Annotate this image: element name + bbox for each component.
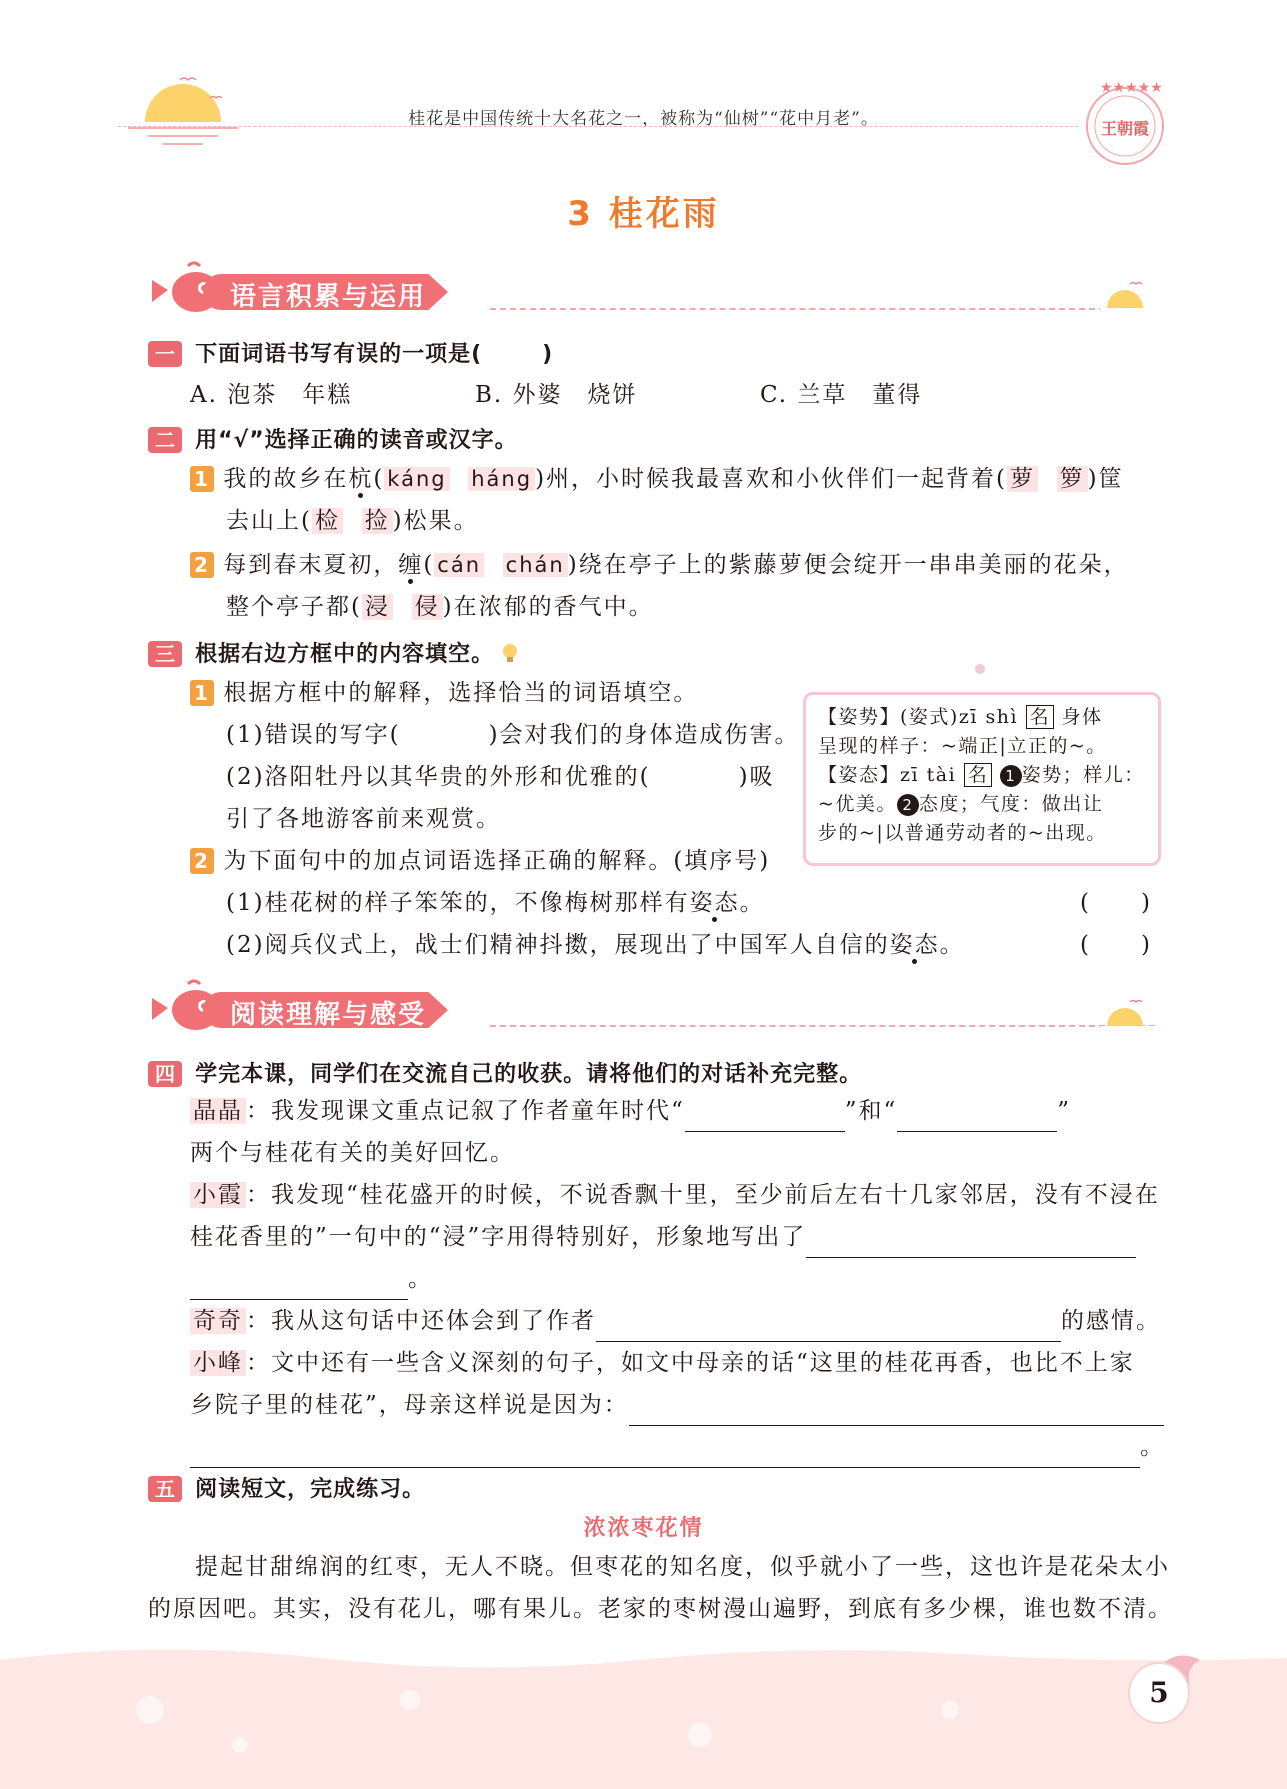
dialogue-xiaoxia-end (190, 1258, 433, 1300)
choice[interactable]: káng (384, 467, 449, 491)
question-number: 三 (148, 641, 182, 667)
pos-tag: 名 (1026, 705, 1055, 729)
lesson-title: 3 桂花雨 (567, 194, 720, 234)
q2-item-1-line-2 (226, 500, 479, 542)
question-prompt: 根据右边方框中的内容填空。 (195, 642, 495, 667)
choice[interactable]: 侵 (412, 594, 443, 620)
dialogue-xiaofeng-cont (190, 1384, 1165, 1426)
q3-line-3: 引了各地游客前来观赏。 (226, 806, 501, 832)
q3-s2-line-1 (226, 882, 765, 924)
sub-number: 1 (190, 680, 214, 706)
dialogue-qiqi (190, 1300, 1165, 1342)
reading-paragraph-line-1: 提起甘甜绵润的红枣，无人不晓。但枣花的知名度，似乎就小了一些，这也许是花朵太小 (195, 1554, 1170, 1580)
text: 乡院子里的桂花”，母亲这样说是因为： (190, 1392, 629, 1418)
answer-blank[interactable] (806, 1257, 1136, 1258)
question-prompt-end: ) (542, 342, 554, 367)
text: )松果。 (392, 508, 479, 534)
question-prompt: 下面词语书写有误的一项是( (195, 342, 483, 367)
q3-sub-1 (190, 672, 698, 714)
text: 。 (939, 932, 965, 958)
reading-title: 浓浓枣花情 (583, 1516, 704, 1541)
dotted-word: 姿态 (889, 932, 940, 958)
text: (2)洛阳牡丹以其华贵的外形和优雅的( (226, 764, 651, 790)
question-number: 一 (148, 341, 182, 367)
reading-paragraph-line-2: 的原因吧。其实，没有花儿，哪有果儿。老家的枣树漫山遍野，到底有多少棵，谁也数不清。 (148, 1596, 1173, 1622)
text: ”和“ (844, 1098, 898, 1124)
question-5 (148, 1472, 1158, 1503)
text: (1)桂花树的样子笨笨的，不像梅树那样有 (226, 890, 690, 916)
question-prompt: 用“√”选择正确的读音或汉字。 (195, 428, 518, 453)
footer-wave (0, 1640, 1287, 1789)
choice[interactable]: cán (434, 553, 484, 577)
header-divider (118, 126, 1078, 127)
dialogue-xiaoxia-cont (190, 1216, 1165, 1258)
lightbulb-icon (499, 642, 521, 664)
option-b: B. 外婆 烧饼 (475, 382, 638, 408)
text: 根据方框中的解释，选择恰当的词语填空。 (223, 680, 699, 706)
text: ( (423, 552, 435, 578)
q3-sub-2 (190, 840, 770, 882)
section-divider (490, 1025, 1155, 1027)
text: 。 (1140, 1434, 1165, 1460)
q3-s2-line-2 (226, 924, 965, 966)
text: 整个亭子都( (226, 594, 362, 620)
dotted-char: 杭 (348, 466, 374, 492)
entry-text: 【姿态】zī tài (818, 764, 957, 786)
speaker-name: 小峰 (190, 1350, 246, 1376)
text: 。 (739, 890, 765, 916)
text: ( (373, 466, 385, 492)
question-number: 四 (148, 1061, 182, 1087)
q2-item-1-line-1 (190, 458, 1165, 500)
dialogue-xiaofeng (190, 1342, 1165, 1384)
choice[interactable]: 箩 (1057, 466, 1088, 492)
text: )吸 (738, 764, 775, 790)
q3-line-2 (226, 756, 775, 798)
text: 我的故乡在 (223, 466, 349, 492)
text: 为下面句中的加点词语选择正确的解释。(填序号) (223, 848, 771, 874)
question-2 (148, 423, 1158, 454)
text: 桂花香里的”一句中的“浸”字用得特别好，形象地写出了 (190, 1224, 807, 1250)
section-banner-language (148, 272, 488, 310)
text: ：我发现课文重点记叙了作者童年时代“ (246, 1098, 685, 1124)
q2-item-2-line-2 (226, 586, 654, 628)
header-motto: 桂花是中国传统十大名花之一，被称为“仙树”“花中月老”。 (408, 109, 879, 129)
text: )绕在亭子上的紫藤萝便会绽开一串串美丽的花朵， (567, 552, 1129, 578)
publisher-stamp (1080, 78, 1170, 168)
choice[interactable]: 浸 (362, 594, 393, 620)
question-3 (148, 637, 1158, 668)
text: )筐 (1087, 466, 1124, 492)
answer-blank[interactable] (190, 1467, 1140, 1468)
box-pin (975, 664, 985, 674)
text: ：我发现“桂花盛开的时候，不说香飘十里，至少前后左右十几家邻居，没有不浸在 (246, 1182, 1160, 1208)
sub-number: 2 (190, 848, 214, 874)
speaker-name: 奇奇 (190, 1308, 246, 1334)
sub-number: 1 (190, 466, 214, 492)
question-number: 五 (148, 1476, 182, 1502)
option-a: A. 泡茶 年糕 (190, 382, 353, 408)
speaker-name: 小霞 (190, 1182, 246, 1208)
pos-tag: 名 (964, 763, 993, 787)
answer-paren[interactable]: ( ) (1080, 890, 1152, 916)
text: ：我从这句话中还体会到了作者 (246, 1308, 596, 1334)
entry-text: 态度；气度：做出让 (918, 793, 1104, 815)
entry-text: 步的~|以普通劳动者的~出现。 (818, 822, 1107, 844)
page-number: 5 (1128, 1662, 1190, 1724)
entry-text: ~优美。 (818, 793, 897, 815)
stamp-text: 王朝霞 (1100, 119, 1149, 138)
q3-line-1 (226, 714, 800, 756)
dotted-word: 姿态 (689, 890, 740, 916)
answer-blank[interactable] (897, 1131, 1057, 1132)
dotted-char: 缠 (398, 552, 424, 578)
text: 每到春末夏初， (223, 552, 399, 578)
sun-icon (1100, 278, 1160, 316)
choice[interactable]: 萝 (1007, 466, 1038, 492)
entry-text: 身体 (1061, 706, 1103, 728)
sense-number: 1 (1000, 765, 1022, 787)
text: (1)错误的写字( (226, 722, 401, 748)
svg-text:★★★★★: ★★★★★ (1100, 80, 1163, 96)
choice[interactable]: háng (468, 467, 535, 491)
dialogue-jingjing-cont: 两个与桂花有关的美好回忆。 (190, 1140, 515, 1166)
text: )在浓郁的香气中。 (442, 594, 654, 620)
q2-item-2-line-1 (190, 544, 1165, 586)
section-banner-reading (148, 990, 488, 1028)
sub-number: 2 (190, 552, 214, 578)
question-4 (148, 1057, 1158, 1088)
sun-icon (1100, 996, 1160, 1034)
speaker-name: 晶晶 (190, 1098, 246, 1124)
section-title: 语言积累与运用 (230, 282, 427, 312)
question-1 (148, 337, 1158, 368)
entry-text: 呈现的样子：~端正|立正的~。 (818, 735, 1107, 757)
choice[interactable]: 检 (312, 508, 343, 534)
text: (2)阅兵仪式上，战士们精神抖擞，展现出了中国军人自信的 (226, 932, 890, 958)
option-c: C. 兰草 董得 (760, 382, 923, 408)
answer-blank[interactable] (685, 1131, 845, 1132)
sense-number: 2 (897, 794, 919, 816)
question-prompt: 阅读短文，完成练习。 (195, 1477, 426, 1502)
text: )州，小时候我最喜欢和小伙伴们一起背着( (535, 466, 1008, 492)
question-number: 二 (148, 427, 182, 453)
entry-text: 姿势；样儿： (1021, 764, 1145, 786)
text: 去山上( (226, 508, 312, 534)
dialogue-xiaofeng-end (190, 1426, 1165, 1468)
dictionary-box (803, 692, 1161, 866)
dictionary-entries (818, 703, 1148, 848)
section-title: 阅读理解与感受 (230, 1000, 427, 1030)
text: )会对我们的身体造成伤害。 (488, 722, 800, 748)
text: 的感情。 (1061, 1308, 1161, 1334)
text: ：文中还有一些含义深刻的句子，如文中母亲的话“这里的桂花再香，也比不上家 (246, 1350, 1135, 1376)
choice[interactable]: 捡 (362, 508, 393, 534)
section-divider (490, 308, 1155, 310)
question-prompt: 学完本课，同学们在交流自己的收获。请将他们的对话补充完整。 (195, 1062, 863, 1087)
dialogue-jingjing (190, 1090, 1165, 1132)
answer-paren[interactable]: ( ) (1080, 932, 1152, 958)
choice[interactable]: chán (503, 553, 568, 577)
text: ” (1057, 1098, 1072, 1124)
entry-text: 【姿势】(姿式)zī shì (818, 706, 1019, 728)
text: 。 (408, 1266, 433, 1292)
dialogue-xiaoxia (190, 1174, 1165, 1216)
